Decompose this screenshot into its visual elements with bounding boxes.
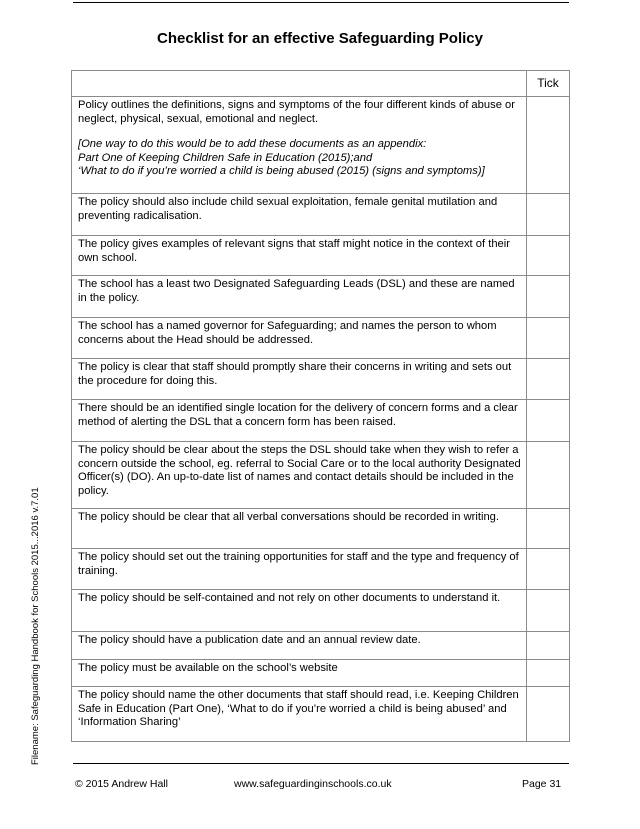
page-title: Checklist for an effective Safeguarding Policy [157, 30, 483, 47]
item-cell [72, 442, 527, 509]
table-header-row [72, 71, 570, 97]
tick-cell[interactable] [527, 687, 570, 742]
table-row [72, 632, 570, 660]
tick-cell[interactable] [527, 236, 570, 276]
top-rule [73, 2, 569, 3]
item-cell [72, 359, 527, 400]
footer-page-number: Page 31 [522, 778, 562, 790]
tick-cell[interactable] [527, 318, 570, 359]
checklist-table [71, 70, 570, 742]
table-row [72, 97, 570, 194]
item-cell [72, 318, 527, 359]
item-cell [72, 236, 527, 276]
side-filename-label: Filename: Safeguarding Handbook for Schools 2015...2016 v.7.01 [30, 487, 41, 765]
item-cell [72, 632, 527, 660]
table-row [72, 236, 570, 276]
item-text: The policy should be clear that all verbal conversations should be recorded in writing. [78, 511, 500, 523]
item-text: The policy should name the other documents that staff should read, i.e. Keeping Children Safe in Education (Part One), ‘What to do if you’re worried a child is being abused’ and ‘Information Sharing’ [78, 689, 519, 728]
footer-website-link[interactable]: www.safeguardinginschools.co.uk [234, 778, 392, 790]
table-row [72, 687, 570, 742]
tick-cell[interactable] [527, 549, 570, 590]
item-text: There should be an identified single location for the delivery of concern forms and a clear method of alerting the DSL that a concern form has been raised. [78, 402, 518, 428]
item-text: The policy must be available on the school’s website [78, 662, 338, 674]
item-text: The policy should have a publication date and an annual review date. [78, 634, 421, 646]
tick-cell[interactable] [527, 442, 570, 509]
item-text: Policy outlines the definitions, signs and symptoms of the four different kinds of abuse or neglect, physical, sexual, emotional and neglect. [78, 99, 515, 125]
table-row [72, 549, 570, 590]
item-cell [72, 687, 527, 742]
item-text: The policy should also include child sexual exploitation, female genital mutilation and preventing radicalisation. [78, 196, 498, 222]
tick-cell[interactable] [527, 632, 570, 660]
item-text: The policy should be clear about the steps the DSL should take when they wish to refer a concern outside the school, eg. referral to Social Care or to the local authority Designated Officer(s) (DO). An up-to-date list of names and contact details should be included in the policy. [78, 444, 521, 497]
item-cell [72, 590, 527, 632]
item-text: The policy is clear that staff should promptly share their concerns in writing and sets out the procedure for doing this. [78, 361, 512, 387]
tick-cell[interactable] [527, 660, 570, 687]
item-italic-note [78, 138, 522, 179]
tick-column-header: Tick [527, 71, 570, 97]
footer-rule [73, 763, 569, 764]
tick-cell[interactable] [527, 276, 570, 318]
item-cell [72, 509, 527, 549]
item-cell [72, 194, 527, 236]
tick-cell[interactable] [527, 194, 570, 236]
item-text: The policy gives examples of relevant signs that staff might notice in the context of their own school. [78, 238, 510, 264]
item-cell [72, 276, 527, 318]
table-row [72, 509, 570, 549]
table-row [72, 318, 570, 359]
tick-cell[interactable] [527, 400, 570, 442]
item-text: The school has a least two Designated Safeguarding Leads (DSL) and these are named in the policy. [78, 278, 515, 304]
item-cell [72, 97, 527, 194]
item-text: The policy should be self-contained and not rely on other documents to understand it. [78, 592, 501, 604]
tick-cell[interactable] [527, 509, 570, 549]
italic-line: Part One of Keeping Children Safe in Education (2015);and [78, 151, 373, 164]
table-row [72, 276, 570, 318]
table-row [72, 590, 570, 632]
table-row [72, 400, 570, 442]
table-row [72, 194, 570, 236]
header-empty-cell [72, 71, 527, 97]
footer-copyright: © 2015 Andrew Hall [75, 778, 168, 790]
tick-cell[interactable] [527, 97, 570, 194]
tick-cell[interactable] [527, 359, 570, 400]
table-row [72, 359, 570, 400]
item-text: The school has a named governor for Safeguarding; and names the person to whom concerns about the Head should be addressed. [78, 320, 497, 346]
tick-cell[interactable] [527, 590, 570, 632]
table-row [72, 660, 570, 687]
italic-line: [One way to do this would be to add these documents as an appendix: [78, 138, 427, 150]
italic-line: ‘What to do if you’re worried a child is being abused (2015) (signs and symptoms)] [78, 165, 485, 177]
item-text: The policy should set out the training opportunities for staff and the type and frequency of training. [78, 551, 519, 577]
table-row [72, 442, 570, 509]
item-cell [72, 549, 527, 590]
item-cell [72, 660, 527, 687]
item-cell [72, 400, 527, 442]
